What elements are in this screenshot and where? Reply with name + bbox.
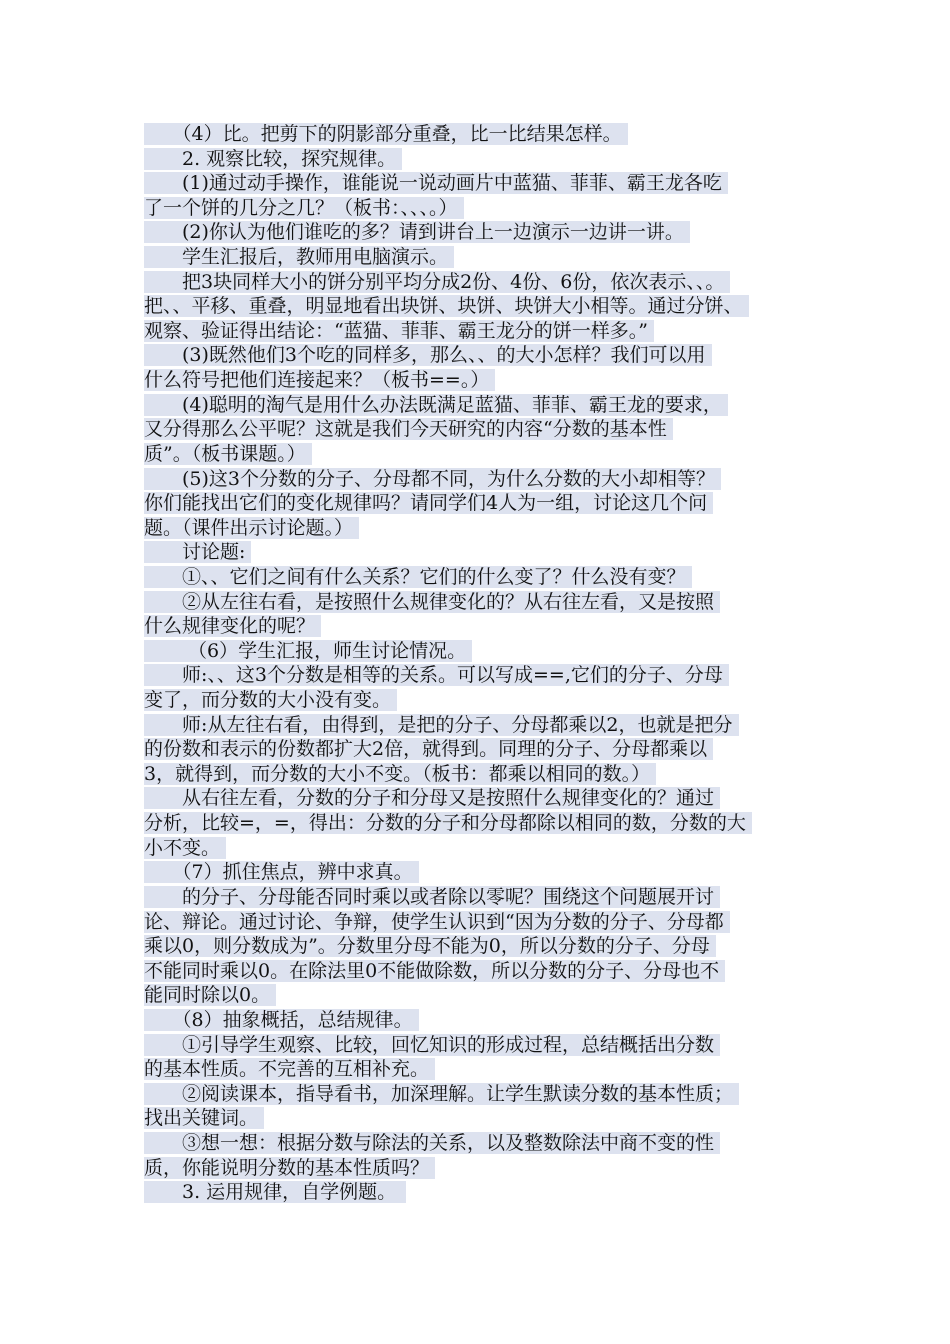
line-text: 找出关键词。: [144, 1107, 264, 1129]
text-line: [144, 442, 812, 467]
text-line: [144, 417, 812, 442]
text-line: [144, 491, 812, 516]
line-text: (4)聪明的淘气是用什么办法既满足蓝猫、菲菲、霸王龙的要求，: [144, 394, 728, 416]
line-text: （4）比。把剪下的阴影部分重叠，比一比结果怎样。: [144, 123, 628, 145]
line-text: (1)通过动手操作，谁能说一说动画片中蓝猫、菲菲、霸王龙各吃: [144, 172, 728, 194]
line-text: 的份数和表示的份数都扩大2倍，就得到。同理的分子、分母都乘以: [144, 738, 713, 760]
line-text: 学生汇报后，教师用电脑演示。: [144, 246, 454, 268]
text-line: [144, 516, 812, 541]
line-text: 不能同时乘以0。在除法里0不能做除数，所以分数的分子、分母也不: [144, 960, 725, 982]
text-line: [144, 688, 812, 713]
line-text: ①、、它们之间有什么关系？它们的什么变了？什么没有变？: [144, 566, 692, 588]
text-line: [144, 270, 812, 295]
text-line: [144, 860, 812, 885]
text-line: [144, 959, 812, 984]
line-text: 又分得那么公平呢？这就是我们今天研究的内容“分数的基本性: [144, 418, 673, 440]
text-line: [144, 1156, 812, 1181]
text-line: [144, 467, 812, 492]
line-text: (5)这3个分数的分子、分母都不同，为什么分数的大小却相等？: [144, 468, 721, 490]
line-text: 从右往左看，分数的分子和分母又是按照什么规律变化的？通过: [144, 787, 720, 809]
text-line: [144, 1131, 812, 1156]
line-text: ③想一想：根据分数与除法的关系，以及整数除法中商不变的性: [144, 1132, 720, 1154]
text-line: [144, 885, 812, 910]
line-text: ①引导学生观察、比较，回忆知识的形成过程，总结概括出分数: [144, 1034, 720, 1056]
line-text: 的分子、分母能否同时乘以或者除以零呢？围绕这个问题展开讨: [144, 886, 720, 908]
line-text: 把、、平移、重叠，明显地看出块饼、块饼、块饼大小相等。通过分饼、: [144, 295, 749, 317]
line-text: 质”。（板书课题。）: [144, 443, 312, 465]
line-text: 3，就得到，而分数的大小不变。（板书：都乘以相同的数。）: [144, 763, 656, 785]
text-line: [144, 1106, 812, 1131]
line-text: 分析，比较=，=，得出：分数的分子和分母都除以相同的数，分数的大: [144, 812, 752, 834]
text-line: [144, 294, 812, 319]
text-line: [144, 786, 812, 811]
text-line: [144, 590, 812, 615]
line-text: 师:、、这3个分数是相等的关系。可以写成==,它们的分子、分母: [144, 664, 729, 686]
text-line: [144, 540, 812, 565]
text-line: [144, 1180, 812, 1205]
line-text: 观察、验证得出结论：“蓝猫、菲菲、霸王龙分的饼一样多。”: [144, 320, 654, 342]
text-line: [144, 565, 812, 590]
line-text: 变了，而分数的大小没有变。: [144, 689, 397, 711]
line-text: （8）抽象概括，总结规律。: [144, 1009, 419, 1031]
line-text: （6）学生汇报，师生讨论情况。: [144, 640, 472, 662]
line-text: 了一个饼的几分之几？（板书：、、、。）: [144, 197, 464, 219]
line-text: 乘以0，则分数成为”。分数里分母不能为0，所以分数的分子、分母: [144, 935, 716, 957]
line-text: ②阅读课本，指导看书，加深理解。让学生默读分数的基本性质；: [144, 1083, 739, 1105]
line-text: 把3块同样大小的饼分别平均分成2份、4份、6份，依次表示、、。: [144, 271, 730, 293]
line-text: 讨论题:: [144, 541, 251, 563]
text-line: [144, 171, 812, 196]
text-line: [144, 1033, 812, 1058]
line-text: (2)你认为他们谁吃的多？请到讲台上一边演示一边讲一讲。: [144, 221, 690, 243]
line-text: 师:从左往右看，由得到，是把的分子、分母都乘以2，也就是把分: [144, 714, 739, 736]
text-line: [144, 393, 812, 418]
text-line: [144, 122, 812, 147]
text-line: [144, 1057, 812, 1082]
line-text: 的基本性质。不完善的互相补充。: [144, 1058, 435, 1080]
text-line: [144, 910, 812, 935]
line-text: 质，你能说明分数的基本性质吗？: [144, 1157, 435, 1179]
line-text: 什么规律变化的呢？: [144, 615, 321, 637]
document-body: [144, 122, 812, 1205]
text-line: [144, 343, 812, 368]
text-line: [144, 147, 812, 172]
text-line: [144, 983, 812, 1008]
text-line: [144, 196, 812, 221]
line-text: 3. 运用规律，自学例题。: [144, 1181, 406, 1203]
line-text: 小不变。: [144, 837, 226, 859]
text-line: [144, 614, 812, 639]
line-text: ②从左往右看，是按照什么规律变化的？从右往左看，又是按照: [144, 591, 720, 613]
line-text: 能同时除以0。: [144, 984, 276, 1006]
text-line: [144, 737, 812, 762]
text-line: [144, 220, 812, 245]
text-line: [144, 836, 812, 861]
text-line: [144, 713, 812, 738]
text-line: [144, 663, 812, 688]
text-line: [144, 245, 812, 270]
line-text: 题。（课件出示讨论题。）: [144, 517, 359, 539]
line-text: 2. 观察比较，探究规律。: [144, 148, 402, 170]
text-line: [144, 1008, 812, 1033]
line-text: 论、辩论。通过讨论、争辩，使学生认识到“因为分数的分子、分母都: [144, 911, 730, 933]
line-text: (3)既然他们3个吃的同样多，那么、、的大小怎样？我们可以用: [144, 344, 712, 366]
text-line: [144, 368, 812, 393]
line-text: （7）抓住焦点，辨中求真。: [144, 861, 419, 883]
line-text: 什么符号把他们连接起来？（板书==。）: [144, 369, 495, 391]
text-line: [144, 811, 812, 836]
text-line: [144, 934, 812, 959]
text-line: [144, 1082, 812, 1107]
text-line: [144, 639, 812, 664]
line-text: 你们能找出它们的变化规律吗？请同学们4人为一组，讨论这几个问: [144, 492, 713, 514]
text-line: [144, 319, 812, 344]
text-line: [144, 762, 812, 787]
